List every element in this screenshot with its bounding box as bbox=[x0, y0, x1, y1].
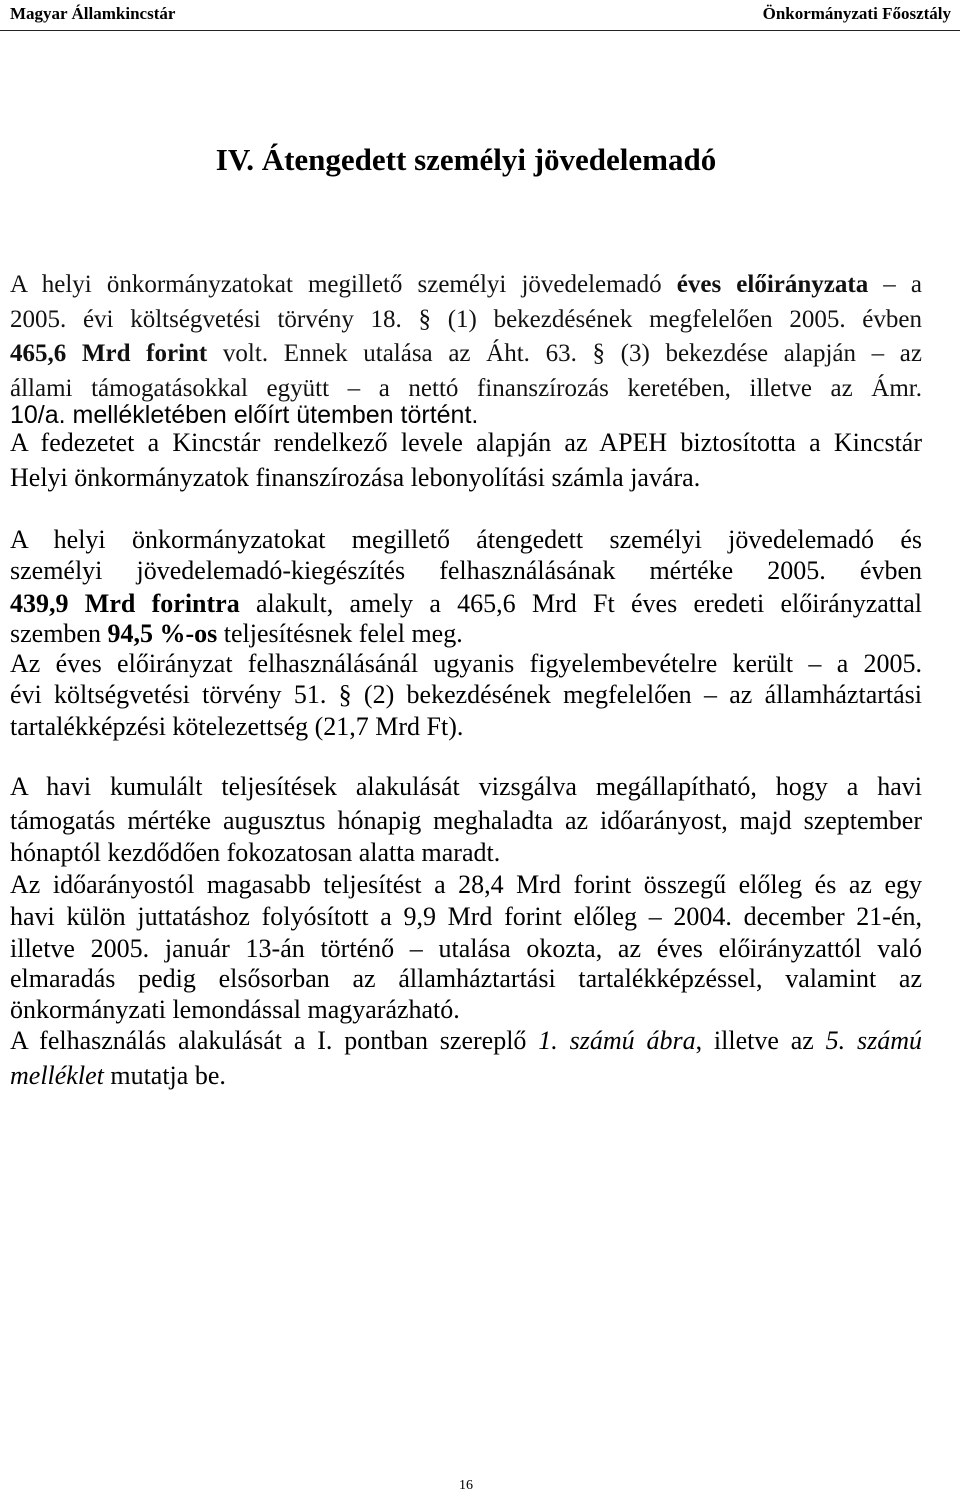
text-segment: A helyi önkormányzatokat megillető személyi jövedelemadó bbox=[10, 271, 677, 298]
text-segment: teljesítésnek felel meg. bbox=[217, 619, 463, 648]
text-segment: alakult, amely a 465,6 Mrd Ft éves eredeti előirányzattal bbox=[239, 589, 922, 618]
paragraph-3-line-6: illetve 2005. január 13-án történő – utalása okozta, az éves előirányzattól való bbox=[10, 934, 922, 963]
bold-text: 439,9 Mrd forintra bbox=[10, 589, 240, 618]
paragraph-1-line-1 bbox=[10, 270, 922, 300]
paragraph-3-line-4: Az időarányostól magasabb teljesítést a 28,4 Mrd forint összegű előleg és az egy bbox=[10, 870, 922, 899]
paragraph-1-line-7: Helyi önkormányzatok finanszírozása lebonyolítási számla javára. bbox=[10, 463, 701, 492]
text-segment: mutatja be. bbox=[103, 1061, 226, 1090]
paragraph-3-line-5: havi külön juttatáshoz folyósított a 9,9 Mrd forint előleg – 2004. december 21-én, bbox=[10, 902, 922, 931]
paragraph-3-line-10 bbox=[10, 1061, 922, 1091]
italic-text: 1. számú ábra bbox=[538, 1026, 696, 1055]
header-department: Önkormányzati Főosztály bbox=[762, 4, 951, 23]
paragraph-2-line-4 bbox=[10, 619, 922, 649]
italic-text: 5. számú bbox=[825, 1026, 922, 1055]
text-segment: , illetve az bbox=[695, 1026, 826, 1055]
text-segment: – a bbox=[868, 271, 922, 298]
paragraph-2-line-7: tartalékképzési kötelezettség (21,7 Mrd Ft). bbox=[10, 712, 464, 741]
paragraph-2-line-5: Az éves előirányzat felhasználásánál ugyanis figyelembevételre került – a 2005. bbox=[10, 649, 922, 678]
bold-text: éves előirányzata bbox=[676, 271, 869, 298]
paragraph-3-line-7: elmaradás pedig elsősorban az államháztartási tartalékképzéssel, valamint az bbox=[10, 964, 922, 993]
paragraph-1-line-2: 2005. évi költségvetési törvény 18. § (1) bekezdésének megfelelően 2005. évben bbox=[10, 306, 922, 333]
header-divider bbox=[0, 30, 960, 31]
text-segment: volt. Ennek utalása az Áht. 63. § (3) bekezdése alapján – az bbox=[207, 340, 922, 367]
paragraph-3-line-9 bbox=[10, 1026, 922, 1056]
bold-text: 465,6 Mrd forint bbox=[10, 340, 208, 367]
paragraph-2-line-3 bbox=[10, 589, 922, 619]
text-segment: szemben bbox=[10, 619, 108, 648]
page-number: 16 bbox=[459, 1478, 473, 1493]
paragraph-2-line-2: személyi jövedelemadó-kiegészítés felhasználásának mértéke 2005. évben bbox=[10, 556, 922, 585]
text-segment: A felhasználás alakulását a I. pontban szereplő bbox=[10, 1026, 539, 1055]
header-organization: Magyar Államkincstár bbox=[10, 4, 176, 23]
paragraph-2-line-6: évi költségvetési törvény 51. § (2) bekezdésének megfelelően – az államháztartási bbox=[10, 680, 922, 709]
paragraph-3-line-1: A havi kumulált teljesítések alakulását vizsgálva megállapítható, hogy a havi bbox=[10, 772, 922, 801]
paragraph-3-line-3: hónaptól kezdődően fokozatosan alatta maradt. bbox=[10, 838, 501, 867]
paragraph-1-line-4: állami támogatásokkal együtt – a nettó finanszírozás keretében, illetve az Ámr. bbox=[10, 375, 922, 402]
paragraph-1-line-5: 10/a. mellékletében előírt ütemben történt. bbox=[10, 401, 479, 429]
bold-text: 94,5 %-os bbox=[107, 619, 218, 648]
paragraph-3-line-2: támogatás mértéke augusztus hónapig meghaladta az időarányost, majd szeptember bbox=[10, 806, 922, 835]
italic-text: melléklet bbox=[10, 1061, 104, 1090]
paragraph-1-line-3 bbox=[10, 339, 922, 369]
paragraph-1-line-6: A fedezetet a Kincstár rendelkező levele alapján az APEH biztosította a Kincstár bbox=[10, 428, 922, 457]
paragraph-3-line-8: önkormányzati lemondással magyarázható. bbox=[10, 995, 460, 1024]
section-title: IV. Átengedett személyi jövedelemadó bbox=[215, 142, 717, 177]
paragraph-2-line-1: A helyi önkormányzatokat megillető átengedett személyi jövedelemadó és bbox=[10, 525, 922, 554]
